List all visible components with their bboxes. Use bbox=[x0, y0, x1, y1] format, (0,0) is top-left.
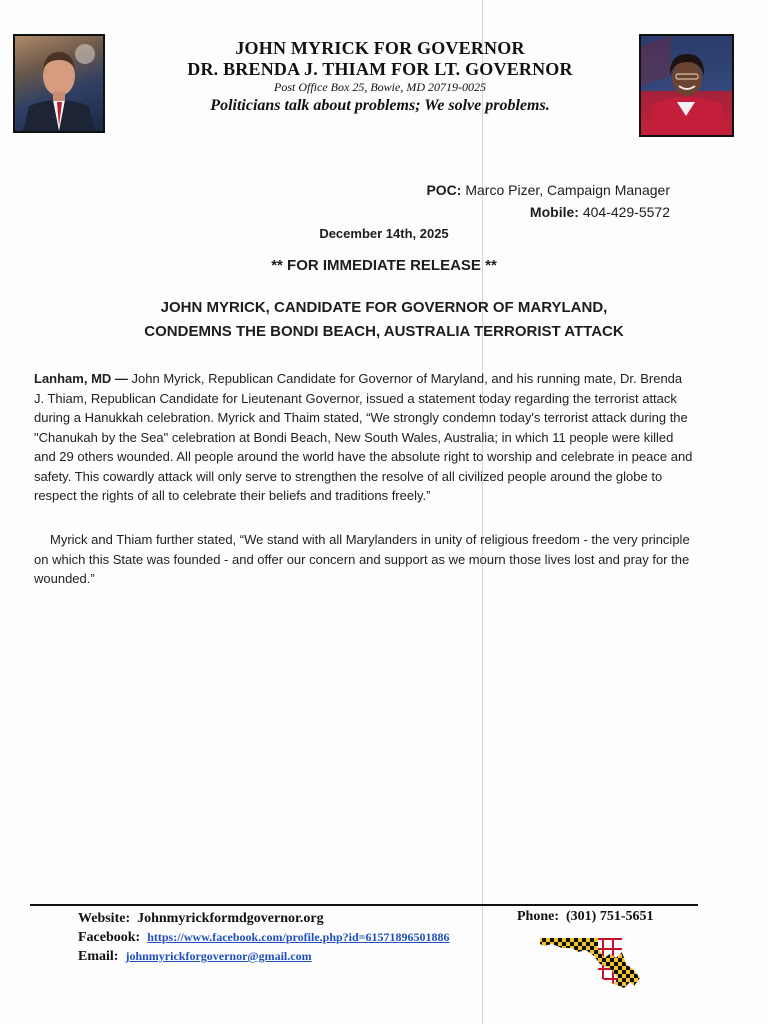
dateline: Lanham, MD — bbox=[34, 371, 128, 386]
phone-label: Phone: bbox=[517, 909, 559, 924]
poc-label: POC: bbox=[426, 182, 462, 198]
paragraph-2 bbox=[34, 530, 694, 589]
release-date: December 14th, 2025 bbox=[319, 226, 449, 241]
paragraph-1-text: John Myrick, Republican Candidate for Governor of Maryland, and his running mate, Dr. Brenda J. Thiam, Republican Candidate for Lieutenant Governor, issued a statement today regarding the terrorist attack during a Hanukkah celebration. Myrick and Thaim stated, “We strongly condemn today's terrorist attack during the "Chanukah by the Sea" celebration at Bondi Beach, New South Wales, Australia; in which 11 people were killed and 29 others wounded. All people around the world have the absolute right to worship and celebrate in peace and safety. This cowardly attack will only serve to strengthen the resolve of all civilized people around the globe to respect the rights of all to celebrate their beliefs and traditions freely.” bbox=[34, 371, 693, 503]
poc-value: Marco Pizer, Campaign Manager bbox=[465, 182, 670, 198]
press-headline bbox=[0, 296, 768, 344]
campaign-slogan: Politicians talk about problems; We solve problems. bbox=[210, 97, 550, 114]
lt-governor-ticket-title: DR. BRENDA J. THIAM FOR LT. GOVERNOR bbox=[187, 59, 573, 79]
mobile-label: Mobile: bbox=[529, 204, 579, 220]
mobile-value: 404-429-5572 bbox=[582, 204, 670, 220]
brenda-thiam-photo bbox=[639, 34, 734, 137]
mobile-line bbox=[530, 204, 670, 220]
poc-line bbox=[426, 182, 670, 198]
facebook-link[interactable]: https://www.facebook.com/profile.php?id=61571896501886 bbox=[147, 930, 450, 944]
paragraph-2-text: Myrick and Thiam further stated, “We stand with all Marylanders in unity of religious freedom - the very principle on which this State was founded - and offer our concern and support as we mourn those lives lost and pray for the wounded.” bbox=[34, 532, 690, 586]
mailing-address: Post Office Box 25, Bowie, MD 20719-0025 bbox=[274, 80, 486, 94]
governor-ticket-title: JOHN MYRICK FOR GOVERNOR bbox=[235, 38, 525, 58]
headline-line-2: CONDEMNS THE BONDI BEACH, AUSTRALIA TERRORIST ATTACK bbox=[144, 323, 624, 340]
headline-line-1: JOHN MYRICK, CANDIDATE FOR GOVERNOR OF MARYLAND, bbox=[160, 299, 608, 316]
paragraph-1 bbox=[34, 369, 694, 506]
immediate-release-banner: ** FOR IMMEDIATE RELEASE ** bbox=[271, 257, 497, 274]
phone-value: (301) 751-5651 bbox=[566, 909, 654, 924]
maryland-flag-map-icon bbox=[538, 934, 643, 990]
facebook-label: Facebook: bbox=[78, 930, 141, 945]
email-label: Email: bbox=[78, 949, 119, 964]
website-label: Website: bbox=[78, 911, 131, 926]
paper-fold-line bbox=[482, 0, 483, 1024]
website-value: Johnmyrickformdgovernor.org bbox=[137, 911, 324, 926]
footer-rule bbox=[30, 904, 698, 906]
email-link[interactable]: johnmyrickforgovernor@gmail.com bbox=[125, 949, 312, 963]
phone-line bbox=[517, 909, 654, 925]
footer-contacts bbox=[78, 909, 450, 966]
letterhead bbox=[130, 38, 630, 116]
john-myrick-photo bbox=[13, 34, 105, 133]
